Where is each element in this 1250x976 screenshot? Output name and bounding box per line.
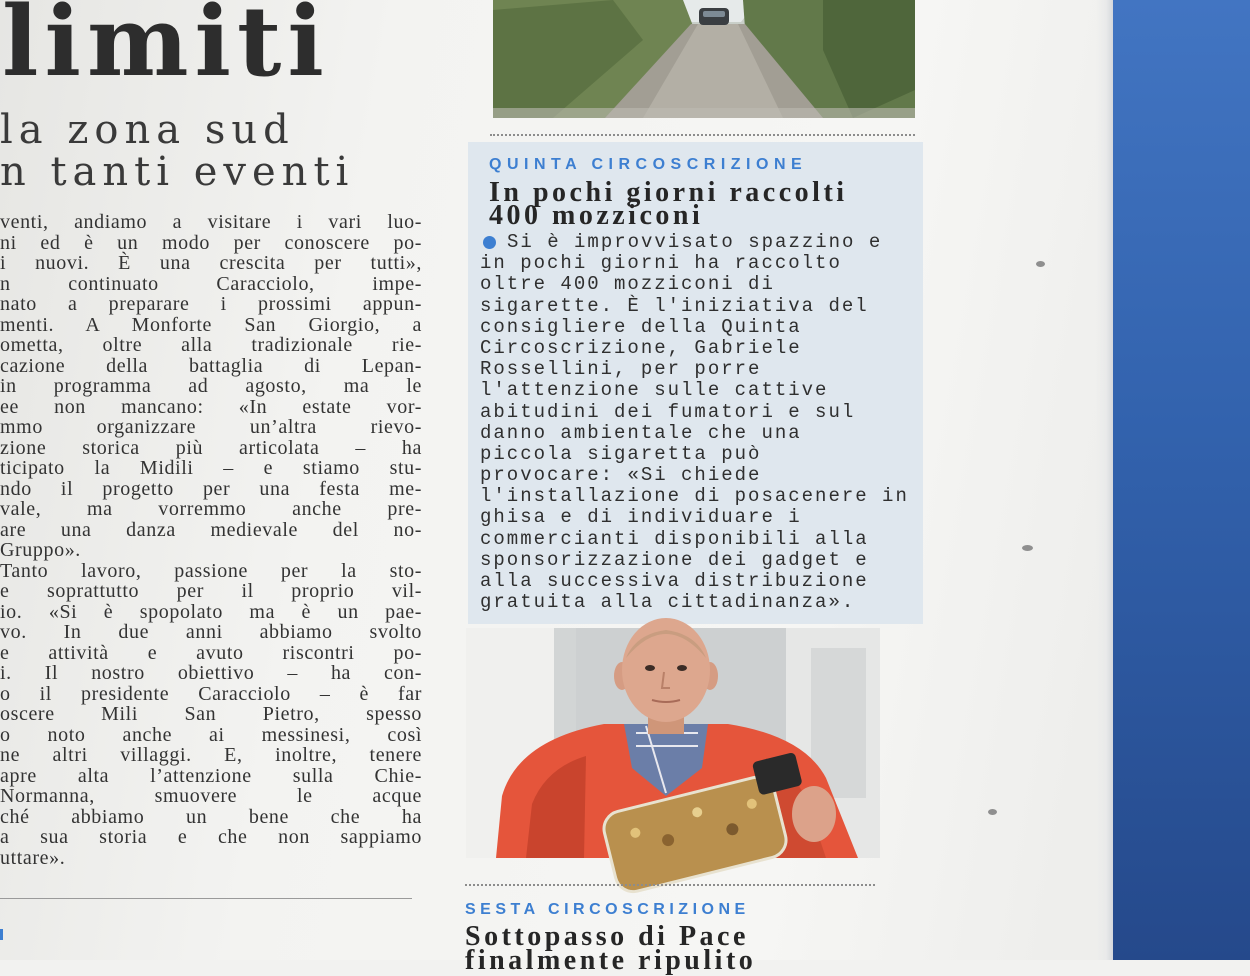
left-subheadline-line: n tanti eventi [0, 149, 355, 195]
paper-hole [1036, 261, 1045, 267]
headline-line: Sottopasso di Pace [465, 921, 749, 952]
road-photo [493, 0, 915, 118]
left-subheadline-line: la zona sud [0, 107, 295, 153]
text-line: l'installazione di posacenere in [480, 485, 909, 508]
paper-hole [1022, 545, 1033, 551]
text-line: o il presidente Caracciolo – è far [0, 682, 422, 705]
text-line: io. «Si è spopolato ma è un pae- [0, 600, 422, 623]
text-line: mmo organizzare un’altra rievo- [0, 416, 422, 438]
text-line: Normanna, smuovere le acque [0, 785, 422, 807]
text-line: n continuato Caracciolo, impe- [0, 272, 422, 295]
text-line: vo. In due anni abbiamo svolto [0, 621, 422, 643]
text-line: Si è improvvisato spazzino e [507, 231, 883, 253]
text-line: Gruppo». [0, 539, 81, 561]
text-line: l'attenzione sulle cattive [480, 379, 829, 402]
left-headline: limiti [2, 0, 330, 98]
text-line: oscere Mili San Pietro, spesso [0, 703, 422, 725]
section-divider [490, 134, 915, 136]
paper-hole [988, 809, 997, 815]
text-line: ni ed è un modo per conoscere po- [0, 231, 422, 254]
text-line: apre alta l’attenzione sulla Chie- [0, 764, 422, 787]
text-line: o noto anche ai messinesi, così [0, 723, 422, 746]
text-line: Tanto lavoro, passione per la sto- [0, 559, 422, 582]
text-line: piccola sigaretta può [480, 442, 762, 465]
text-line: zione storica più articolata – ha [0, 436, 422, 459]
text-line: Circoscrizione, Gabriele [480, 336, 802, 359]
section-kicker: QUINTA CIRCOSCRIZIONE [489, 156, 808, 173]
text-line: uttare». [0, 846, 66, 869]
text-line: e soprattutto per il proprio vil- [0, 580, 422, 602]
text-line: are una danza medievale del no- [0, 518, 422, 541]
text-line: sponsorizzazione dei gadget e [480, 548, 869, 571]
headline-line: 400 mozziconi [489, 200, 704, 231]
text-line: ché abbiamo un bene che ha [0, 805, 422, 828]
text-line: Rossellini, per porre [480, 358, 762, 381]
headline-line: In pochi giorni raccolti [489, 177, 848, 208]
text-line: danno ambientale che una [480, 421, 802, 444]
text-line: sigarette. È l'iniziativa del [480, 294, 869, 317]
text-line: ndo il progetto per una festa me- [0, 477, 422, 500]
text-line: venti, andiamo a visitare i vari luo- [0, 211, 422, 233]
text-line: ometta, oltre alla tradizionale rie- [0, 334, 422, 356]
section-divider [465, 884, 875, 886]
text-line: in pochi giorni ha raccolto [480, 252, 842, 275]
text-line: nato a preparare i prossimi appun- [0, 293, 422, 315]
text-line: oltre 400 mozziconi di [480, 273, 775, 296]
section-kicker: SESTA CIRCOSCRIZIONE [465, 901, 750, 918]
text-line: ticipato la Midili – e stiamo stu- [0, 457, 422, 479]
right-article-body [480, 232, 920, 613]
text-line: ne altri villaggi. E, inoltre, tenere [0, 744, 422, 766]
text-line: cazione della battaglia di Lepan- [0, 354, 422, 377]
text-line: abitudini dei fumatori e sul [480, 400, 856, 423]
text-line: menti. A Monforte San Giorgio, a [0, 313, 422, 336]
portrait-photo [466, 628, 880, 858]
text-line: alla successiva distribuzione [480, 570, 869, 592]
text-line: a sua storia e che non sappiamo [0, 826, 422, 848]
paper-edge [1096, 0, 1113, 960]
text-line: ghisa e di individuare i [480, 506, 802, 529]
text-line: in programma ad agosto, ma le [0, 375, 422, 397]
blue-background [1113, 0, 1250, 960]
article-headline [489, 177, 848, 231]
text-line: ee non mancano: «In estate vor- [0, 395, 422, 418]
text-line: commercianti disponibili alla [480, 527, 869, 550]
text-line: e attività e avuto riscontri po- [0, 641, 422, 664]
column-rule [0, 898, 412, 899]
text-line: consigliere della Quinta [480, 315, 802, 338]
text-line: gratuita alla cittadinanza». [480, 591, 856, 614]
text-line: i. Il nostro obiettivo – ha con- [0, 662, 422, 684]
text-line: i nuovi. È una crescita per tutti», [0, 252, 422, 274]
text-line: vale, ma vorremmo anche pre- [0, 498, 422, 520]
headline-line: finalmente ripulito [465, 945, 757, 976]
text-line: provocare: «Si chiede [480, 464, 762, 487]
section-marker [0, 929, 3, 940]
left-article-body [0, 212, 422, 868]
